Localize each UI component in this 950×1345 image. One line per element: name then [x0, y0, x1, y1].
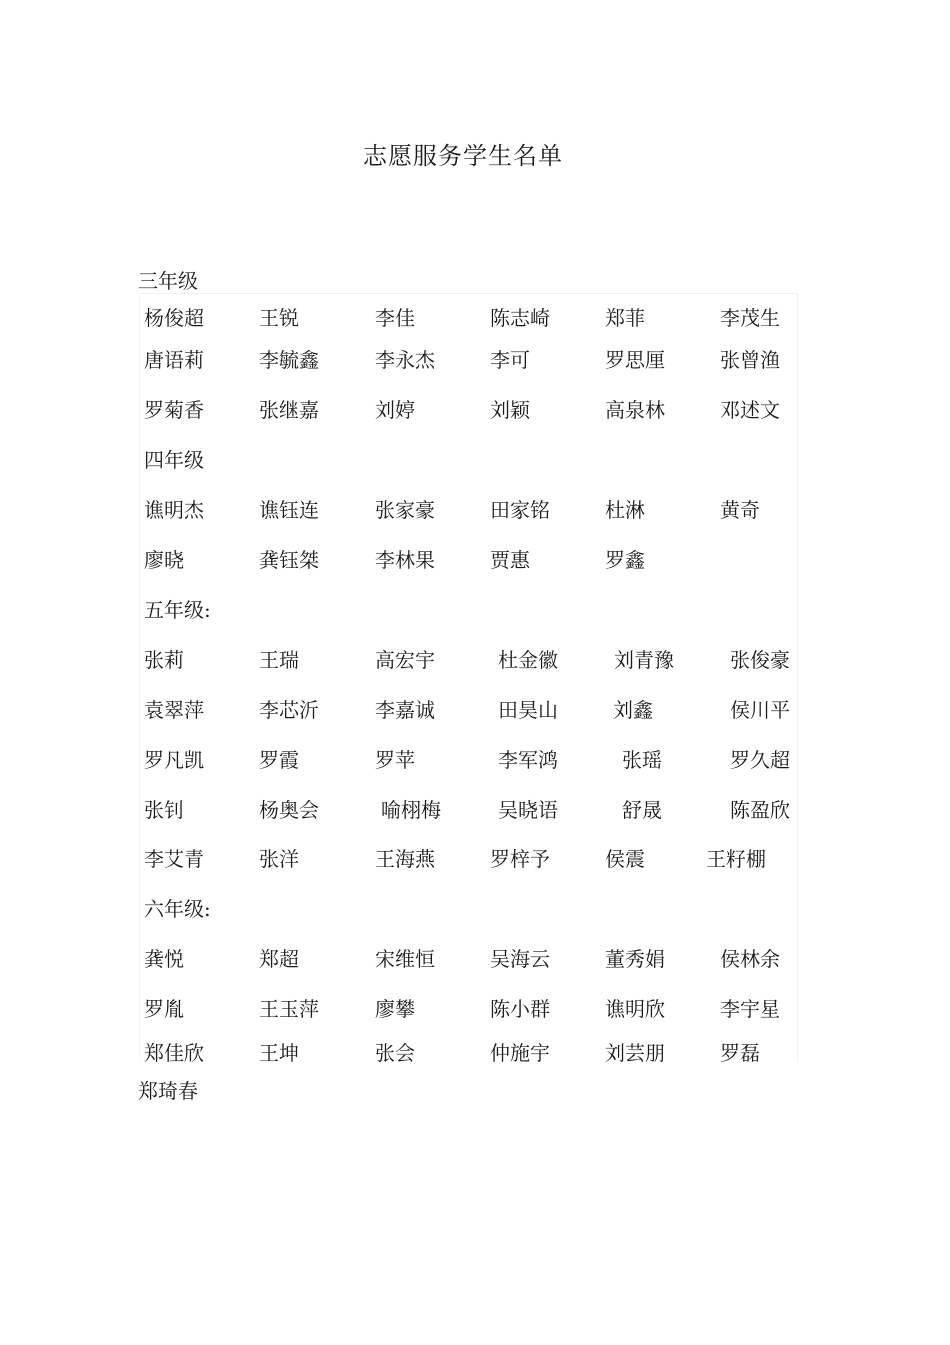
student-name: 谯明欣	[605, 997, 665, 1021]
student-name: 喻栩梅	[381, 798, 441, 822]
name-row	[0, 993, 950, 1019]
student-name: 王瑞	[259, 648, 299, 672]
student-name: 袁翠萍	[144, 698, 204, 722]
student-name: 王海燕	[375, 847, 435, 871]
student-name: 侯川平	[730, 698, 790, 722]
student-name: 杨奥会	[259, 798, 319, 822]
student-name: 罗苹	[375, 748, 415, 772]
student-name: 黄奇	[720, 498, 760, 522]
student-name: 罗菊香	[144, 398, 204, 422]
student-name: 张俊豪	[730, 648, 790, 672]
student-name: 陈盈欣	[730, 798, 790, 822]
student-name: 张继嘉	[259, 398, 319, 422]
student-name: 李佳	[375, 306, 415, 330]
student-name: 张曾渔	[720, 348, 780, 372]
student-name: 李林果	[375, 548, 435, 572]
student-name: 刘芸朋	[605, 1041, 665, 1065]
student-name: 郑超	[259, 947, 299, 971]
student-name: 杜淋	[605, 498, 645, 522]
student-name-overflow: 郑琦春	[138, 1079, 198, 1103]
name-row	[0, 394, 950, 420]
grade5-heading: 五年级:	[144, 598, 211, 622]
name-row	[0, 1037, 950, 1063]
student-name: 唐语莉	[144, 348, 204, 372]
student-name: 李宇星	[720, 997, 780, 1021]
student-name: 龚钰桀	[259, 548, 319, 572]
student-name: 李可	[490, 348, 530, 372]
student-name: 侯林余	[720, 947, 780, 971]
name-row	[0, 344, 950, 370]
student-name: 李茂生	[720, 306, 780, 330]
student-name: 郑菲	[605, 306, 645, 330]
student-name: 刘青豫	[614, 648, 674, 672]
student-name: 仲施宇	[490, 1041, 550, 1065]
student-name: 李芯沂	[259, 698, 319, 722]
student-name: 贾惠	[490, 548, 530, 572]
student-name: 罗霞	[259, 748, 299, 772]
name-row	[0, 694, 950, 720]
student-name: 张会	[375, 1041, 415, 1065]
student-name: 王锐	[259, 306, 299, 330]
name-row	[0, 544, 950, 570]
grade4-heading: 四年级	[144, 448, 204, 472]
student-name: 罗思厘	[605, 348, 665, 372]
student-name: 高宏宇	[375, 648, 435, 672]
student-name: 罗梓予	[490, 847, 550, 871]
name-row	[0, 943, 950, 969]
grade3-heading: 三年级	[138, 269, 198, 293]
name-row	[0, 794, 950, 820]
name-row	[0, 644, 950, 670]
student-name: 董秀娟	[605, 947, 665, 971]
student-name: 李军鸿	[498, 748, 558, 772]
student-name: 张钊	[144, 798, 184, 822]
student-name: 刘颖	[490, 398, 530, 422]
student-name: 刘鑫	[613, 698, 653, 722]
student-name: 吴海云	[490, 947, 550, 971]
name-row	[0, 494, 950, 520]
student-name: 杜金徽	[498, 648, 558, 672]
student-name: 杨俊超	[144, 306, 204, 330]
student-name: 罗胤	[144, 997, 184, 1021]
student-name: 廖晓	[144, 548, 184, 572]
name-row	[0, 302, 950, 328]
student-name: 廖攀	[375, 997, 415, 1021]
student-name: 田昊山	[498, 698, 558, 722]
student-name: 舒晟	[622, 798, 662, 822]
name-row	[0, 744, 950, 770]
student-name: 高泉林	[605, 398, 665, 422]
student-name: 罗久超	[730, 748, 790, 772]
student-name: 郑佳欣	[144, 1041, 204, 1065]
student-name: 谯明杰	[144, 498, 204, 522]
student-name: 侯震	[605, 847, 645, 871]
student-name: 李毓鑫	[259, 348, 319, 372]
student-name: 李嘉诚	[375, 698, 435, 722]
name-row	[0, 843, 950, 869]
page-title: 志愿服务学生名单	[363, 142, 563, 170]
student-name: 李艾青	[144, 847, 204, 871]
student-name: 李永杰	[375, 348, 435, 372]
student-name: 邓述文	[720, 398, 780, 422]
student-name: 罗鑫	[605, 548, 645, 572]
student-name: 陈小群	[490, 997, 550, 1021]
student-name: 王坤	[259, 1041, 299, 1065]
student-name: 张洋	[259, 847, 299, 871]
student-name: 王玉萍	[259, 997, 319, 1021]
student-name: 罗磊	[720, 1041, 760, 1065]
student-name: 张瑶	[622, 748, 662, 772]
student-name: 张莉	[144, 648, 184, 672]
student-name: 陈志崎	[490, 306, 550, 330]
grade6-heading: 六年级:	[144, 897, 211, 921]
student-name: 宋维恒	[375, 947, 435, 971]
student-name: 王籽棚	[706, 847, 766, 871]
student-name: 吴晓语	[498, 798, 558, 822]
student-name: 刘婷	[375, 398, 415, 422]
student-name: 谯钰连	[259, 498, 319, 522]
student-name: 田家铭	[490, 498, 550, 522]
student-name: 罗凡凯	[144, 748, 204, 772]
student-name: 张家豪	[375, 498, 435, 522]
student-name: 龚悦	[144, 947, 184, 971]
